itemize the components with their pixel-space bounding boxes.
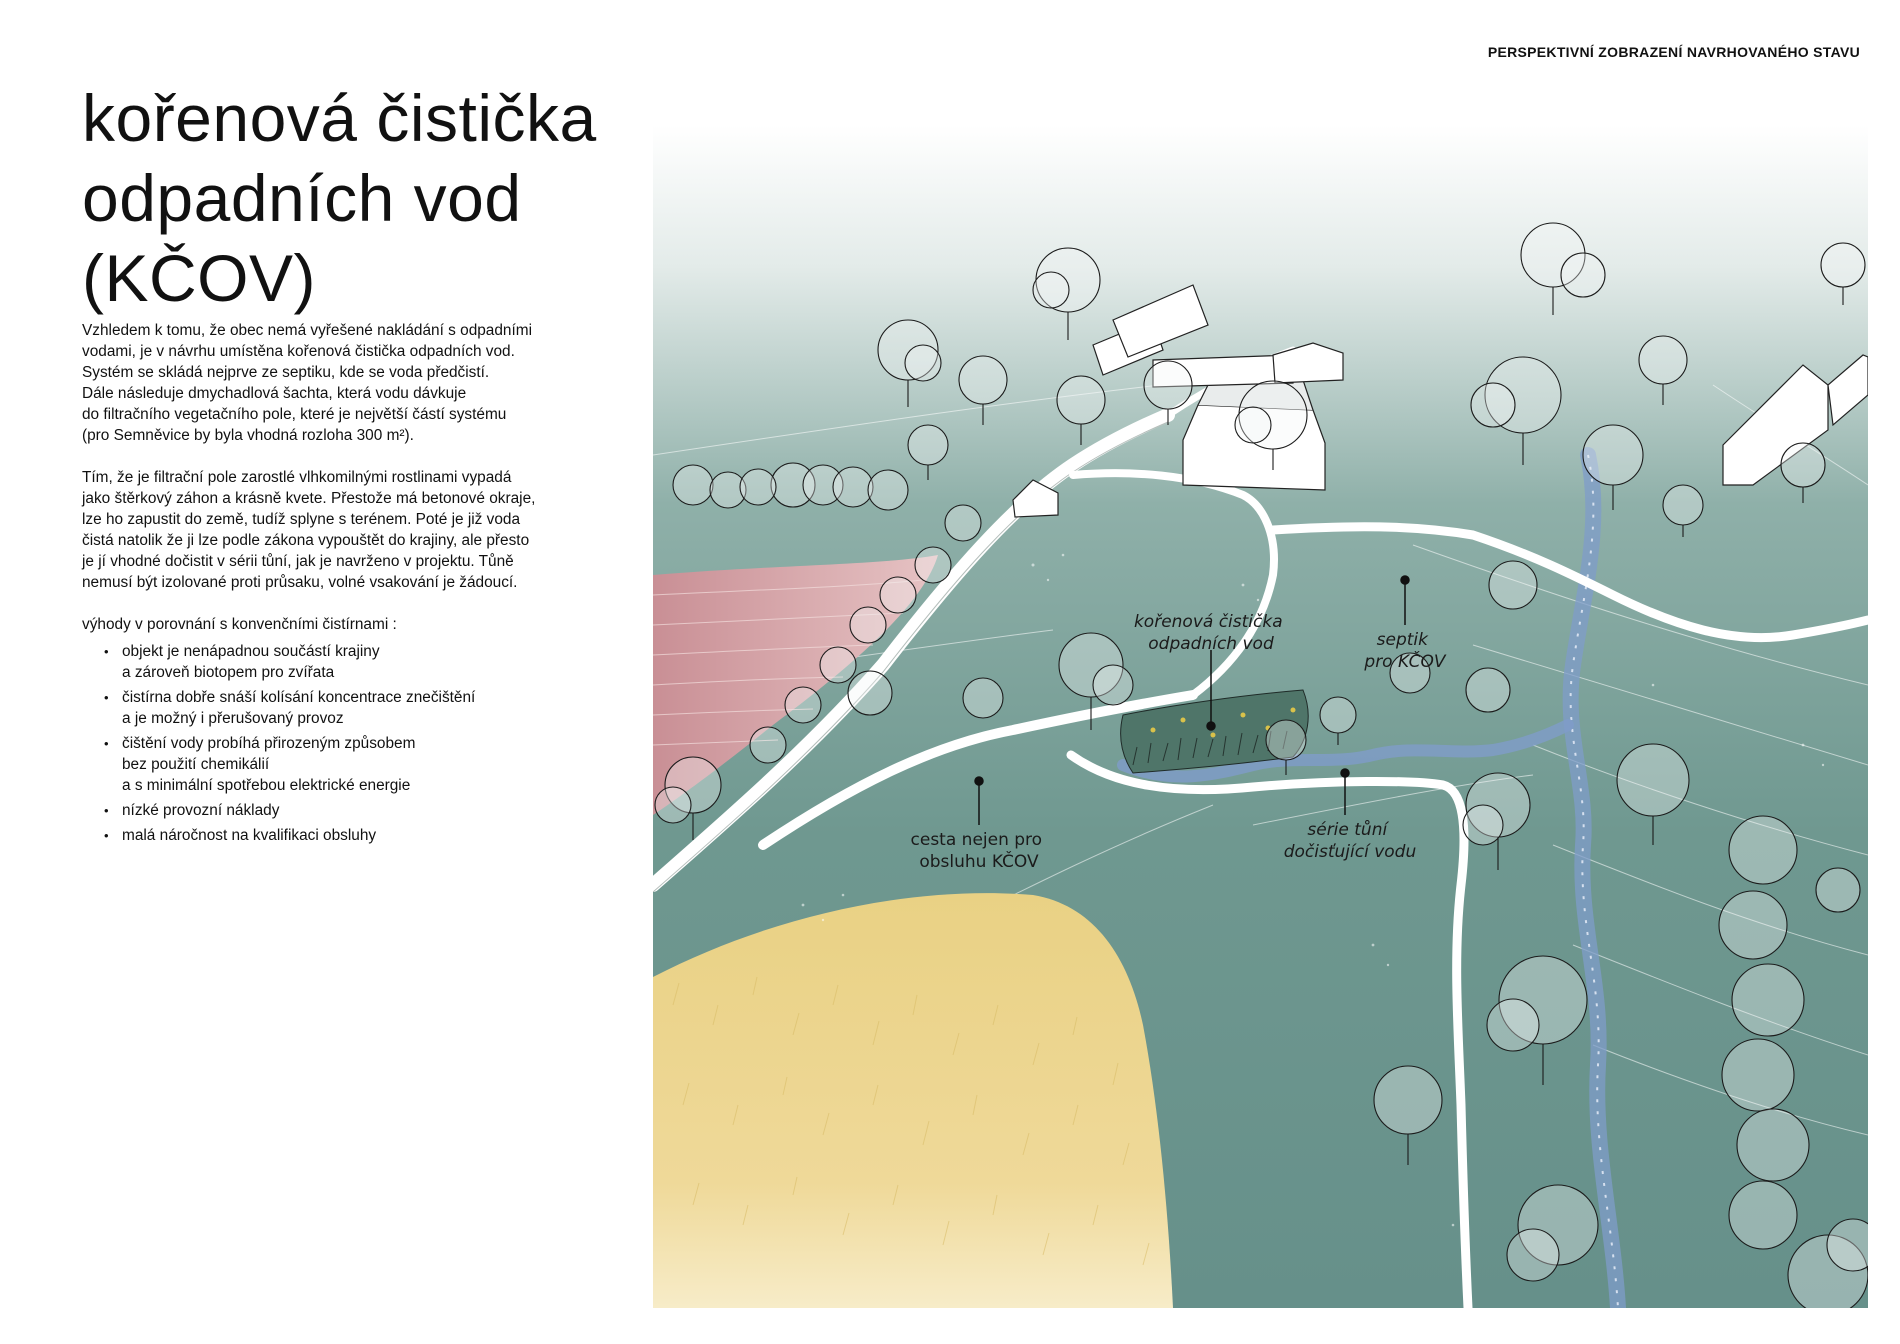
text-line: Tím, že je filtrační pole zarostlé vlhkomilnými rostlinami vypadá (82, 469, 512, 486)
landscape-svg (653, 125, 1868, 1308)
list-item-line: • objekt je nenápadnou součástí krajiny (122, 643, 380, 660)
text-line: (pro Semněvice by byla vhodná rozloha 300 m²). (82, 427, 414, 444)
advantages-heading: výhody v porovnání s konvenčními čistírnami : (82, 616, 397, 633)
description-column (82, 320, 602, 850)
text-line: do filtračního vegetačního pole, které je největší částí systému (82, 406, 507, 423)
leader-dot (975, 777, 983, 785)
text-line: Vzhledem k tomu, že obec nemá vyřešené nakládání s odpadními (82, 322, 533, 339)
label-line: série tůní (1307, 820, 1388, 840)
list-item-line: a zároveň biotopem pro zvířata (122, 664, 335, 681)
text-line: čistá natolik že ji lze podle zákona vypouštět do krajiny, ale přesto (82, 532, 530, 549)
leader-dot (1341, 769, 1349, 777)
list-item-line: • čistírna dobře snáší kolísání koncentrace znečištění (122, 689, 476, 706)
text-line: je jí vhodné dočistit v sérii tůní, jak je navrženo v projektu. Tůně (82, 553, 514, 570)
list-item-line: • malá náročnost na kvalifikaci obsluhy (122, 827, 377, 844)
title-line: kořenová čistička (82, 81, 597, 155)
page-header: PERSPEKTIVNÍ ZOBRAZENÍ NAVRHOVANÉHO STAVU (1487, 44, 1860, 60)
list-item (104, 687, 602, 729)
list-item (104, 825, 602, 846)
paragraph-intro (82, 320, 602, 446)
label-line: kořenová čistička (1133, 612, 1283, 632)
tree (1466, 668, 1510, 712)
label-line: obsluhu KČOV (919, 852, 1039, 872)
leader-dot (1207, 722, 1215, 730)
leader-dot (1401, 576, 1409, 584)
text-line: nemusí být izolované proti průsaku, volné vsakování je žádoucí. (82, 574, 518, 591)
list-item (104, 733, 602, 796)
tree (963, 678, 1003, 718)
label-line: septik (1376, 630, 1428, 650)
label-line: cesta nejen pro (910, 830, 1043, 850)
list-item-line: bez použití chemikálií (122, 756, 270, 773)
paragraph-field (82, 467, 602, 593)
list-item (104, 641, 602, 683)
tree (1489, 561, 1537, 609)
label-line: dočisťující vodu (1283, 842, 1417, 862)
landscape-illustration (653, 125, 1868, 1308)
label-line: pro KČOV (1364, 652, 1446, 672)
list-item-line: • čištění vody probíhá přirozeným způsobem (122, 735, 416, 752)
list-item-line: a s minimální spotřebou elektrické energie (122, 777, 411, 794)
title-line: odpadních vod (82, 161, 522, 235)
page-title (82, 78, 642, 318)
text-line: Dále následuje dmychadlová šachta, která vodu dávkuje (82, 385, 467, 402)
tree (848, 671, 892, 715)
list-item-line: a je možný i přerušovaný provoz (122, 710, 344, 727)
title-line: (KČOV) (82, 241, 316, 315)
list-item (104, 800, 602, 821)
advantages-list (82, 641, 602, 846)
text-line: vodami, je v návrhu umístěna kořenová čistička odpadních vod. (82, 343, 515, 360)
list-item-line: • nízké provozní náklady (122, 802, 280, 819)
text-line: Systém se skládá nejprve ze septiku, kde se voda předčistí. (82, 364, 490, 381)
label-line: odpadních vod (1148, 634, 1274, 654)
text-line: lze ho zapustit do země, tudíž splyne s terénem. Poté je již voda (82, 511, 521, 528)
text-line: jako štěrkový záhon a krásně kvete. Přestože má betonové okraje, (82, 490, 536, 507)
tree (1816, 868, 1860, 912)
yellow-field (653, 893, 1173, 1308)
